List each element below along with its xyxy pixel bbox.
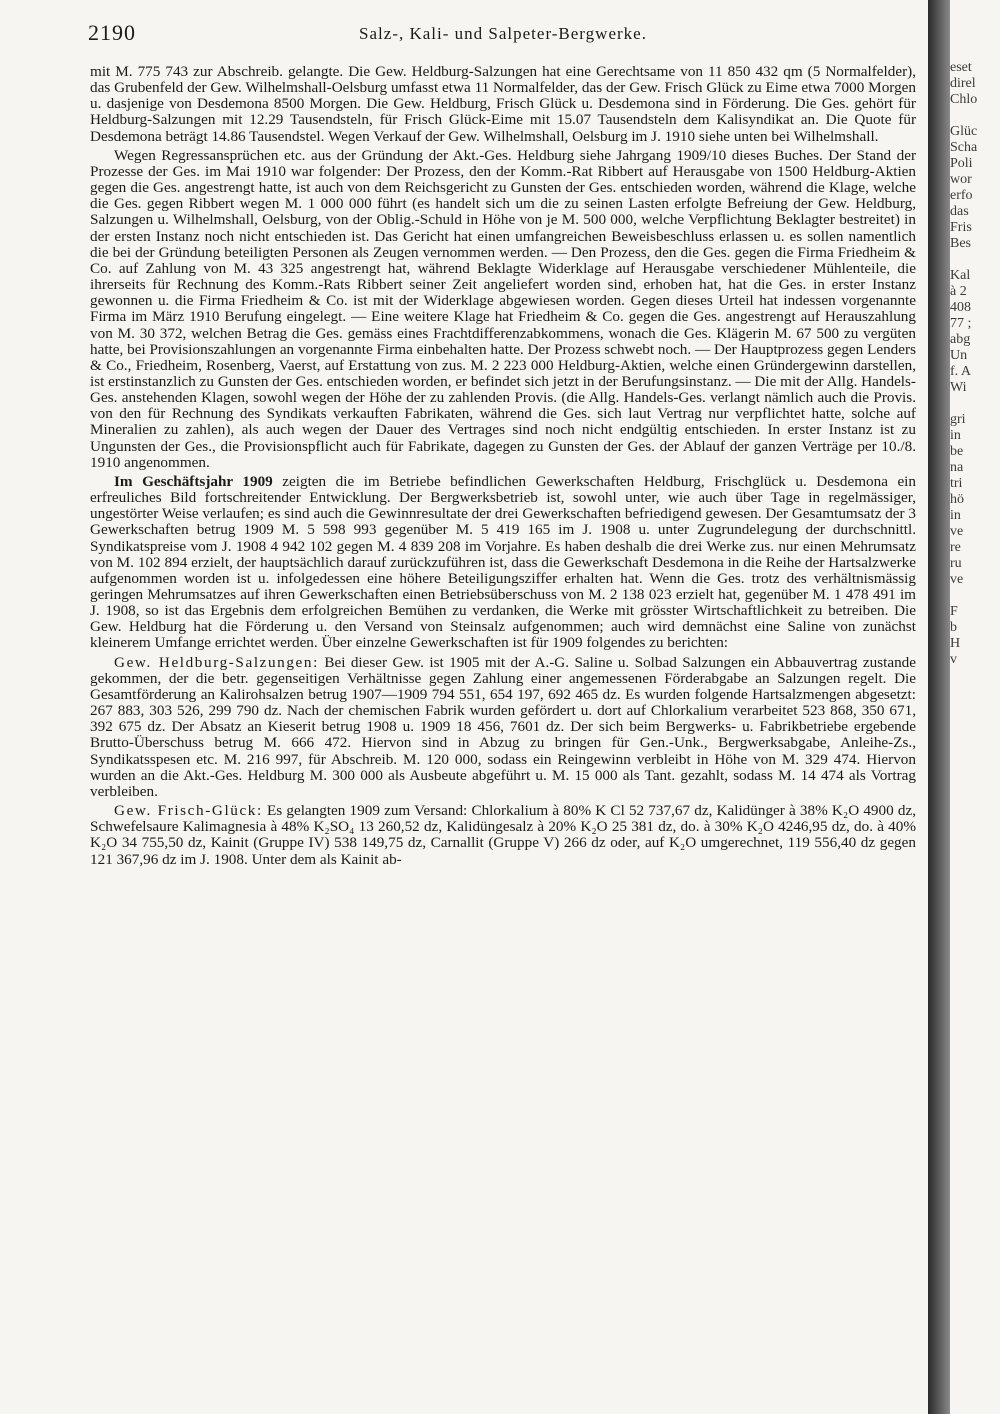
adjacent-fragment: tri: [950, 476, 963, 491]
page-number: 2190: [88, 20, 136, 45]
adjacent-fragment: erfo: [950, 188, 973, 203]
adjacent-fragment: [950, 108, 1000, 124]
adjacent-fragment: na: [950, 460, 964, 475]
adjacent-fragment: das: [950, 204, 969, 219]
adjacent-fragment: wor: [950, 172, 972, 187]
adjacent-fragment: abg: [950, 332, 971, 347]
running-title: Salz-, Kali- und Salpeter-Bergwerke.: [359, 24, 647, 43]
adjacent-fragment: v: [950, 652, 957, 667]
adjacent-fragment: ve: [950, 572, 964, 587]
adjacent-fragment: Chlo: [950, 92, 978, 107]
fiscal-year-lead: Im Geschäftsjahr 1909: [114, 472, 273, 490]
adjacent-fragment: be: [950, 444, 964, 459]
adjacent-fragment: 408: [950, 300, 971, 315]
paragraph-heldburg: [90, 655, 916, 800]
adjacent-fragment: Kal: [950, 268, 971, 283]
adjacent-fragment: re: [950, 540, 961, 555]
adjacent-fragment: à 2: [950, 284, 967, 299]
fiscal-year-text: zeigten die im Betriebe befindlichen Gewerkschaften Heldburg, Frischglück u. Desdemona ein erfreuliches Bild fortschreitender Entwicklung. Der Bergwerksbetrieb ist, sowohl unter, wie auch über Tage in regelmässiger, ungestörter Weise verlaufen; es sind auch die Gewinnresultate der drei Gewerkschaften befriedigend gewesen. Der Gesamtumsatz der 3 Gewerkschaften betrug 1909 M. 5 598 993 gegenüber M. 5 419 165 im J. 1908 u. unter Zugrundelegung der durchschnittl. Syndikatspreise vom J. 1908 4 942 102 gegen M. 4 839 208 im Vorjahre. Es haben deshalb die drei Werke zus. nur einen Mehrumsatz von M. 102 894 erzielt, der hauptsächlich darauf zurückzuführen ist, dass die Gewerkschaft Desdemona in die Reihe der Hartsalzwerke aufgenommen worden ist u. infolgedessen eine höhere Beteiligungsziffer erhalten hat. Wenn die Ges. trotz des verhältnismässig geringen Mehrumsatzes auf ihren Gewerkschaften einen Betriebsüberschuss von M. 2 138 023 erzielt hat, gegenüber M. 1 478 491 im J. 1908, so ist das Ergebnis dem erfolgreichen Bemühen zu verdanken, die Werke mit grösster Wirtschaftlichkeit zu betreiben. Die Gew. Heldburg hat die Förderung u. den Versand von Steinsalz aufgenommen; auch wird demnächst eine Saline von zunächst kleinerem Umfange errichtet werden. Über einzelne Gewerkschaften ist für 1909 folgendes zu berichten:: [90, 472, 916, 652]
paragraph-fiscal-year: [90, 474, 916, 652]
page-header: [88, 14, 918, 44]
frisch-glueck-lead: Gew. Frisch-Glück:: [114, 802, 263, 820]
adjacent-fragment: [950, 252, 1000, 268]
adjacent-fragment: ru: [950, 556, 962, 571]
adjacent-fragment: Bes: [950, 236, 971, 251]
paragraph-frisch-glueck: [90, 803, 916, 868]
adjacent-fragment: in: [950, 428, 961, 443]
adjacent-fragment: F: [950, 604, 958, 619]
paragraph-lawsuits: Wegen Regressansprüchen etc. aus der Gründung der Akt.-Ges. Heldburg siehe Jahrgang 1909/10 dieses Buches. Der Stand der Prozesse der Ges. im Mai 1910 war folgender: Der Prozess, den der Komm.-Rat Ribbert auf Herausgabe von 1500 Heldburg-Aktien gegen die Ges. angestrengt hatte, ist auch von dem Reichsgericht zu Gunsten der Ges. entschieden worden, während die Klage, welche die Ges. gegen Ribbert wegen M. 1 000 000 führt (es handelt sich um die zu seinen Lasten erfolgte Befreiung der Gew. Heldburg, Salzungen u. Wilhelmshall, Oelsburg, von der Oblig.-Schuld in Höhe von je M. 500 000, welche Verpflichtung Beklagter bestreitet) in der ersten Instanz noch nicht entschieden ist. Das Gericht hat einen umfangreichen Beweisbeschluss erlassen u. es sollen namentlich die bei der Gründung beteiligten Personen als Zeugen vernommen werden. — Den Prozess, den die Ges. gegen die Firma Friedheim & Co. auf Zahlung von M. 43 325 angestrengt hat, während Beklagte Widerklage auf Herausgabe verschiedener Mühlenteile, die ihrerseits für Rechnung des Komm.-Rats Ribbert seiner Zeit angeliefert worden sind, erhoben hat, hat die Ges. in erster Instanz gewonnen u. die Firma Friedheim & Co. ist mit der Widerklage abgewiesen worden. Gegen dieses Urteil hat indessen vorgenannte Firma im März 1910 Berufung eingelegt. — Eine weitere Klage hat Friedheim & Co. gegen die Ges. angestrengt auf Herauszahlung von M. 30 372, welchen Betrag die Ges. gemäss eines Frachtdifferenzabkommens, wonach die Ges. Klägerin M. 67 500 zu vergüten hatte, bei Provisionszahlungen an vorgenannte Firma einbehalten hatte. Der Prozess schwebt noch. — Der Hauptprozess gegen Lenders & Co., Friedheim, Rosenberg, Vaerst, auf Erstattung von zus. M. 2 223 000 Heldburg-Aktien, welche einen Gründergewinn darstellen, ist erstinstanzlich zu Gunsten der Ges. entschieden worden, er befindet sich jetzt in der Berufungsinstanz. — Die mit der Allg. Handels-Ges. anstehenden Klagen, sowohl wegen der Höhe der zu zahlenden Provis. (die Allg. Handels-Ges. verlangt nämlich auch die Provis. von den für Rechnung des Syndikats verkauften Fabrikaten, während die Ges. sich laut Vertrag nur verpflichtet hatte, solche auf Mineralien zu zahlen), als auch wegen der Dauer des Vertrages sind noch nicht endgültig entschieden. In erster Instanz ist zu Ungunsten der Ges., die Provisionspflicht auch für Fabrikate, dagegen zu Gunsten der Ges. der Ablauf der ganzen Verträge per 10./8. 1910 angenommen.: [90, 146, 916, 471]
paragraph-reserves: mit M. 775 743 zur Abschreib. gelangte. Die Gew. Heldburg-Salzungen hat eine Gerechtsame von 11 850 432 qm (5 Normalfelder), das Grubenfeld der Gew. Wilhelmshall-Oelsburg umfasst etwa 11 Normalfelder, das der Gew. Frisch Glück zu Eime etwa 7000 Morgen u. dasjenige von Desdemona 8500 Morgen. Die Gew. Heldburg, Frisch Glück u. Desdemona sind in Förderung. Die Ges. gehört für Heldburg-Salzungen mit 12.29 Tausendsteln, für Frisch Glück-Eime mit 15.07 Tausendsteln dem Kalisyndikat an. Die Quote für Desdemona beträgt 14.86 Tausendstel. Wegen Verkauf der Gew. Wilhelmshall, Oelsburg im J. 1910 siehe unten bei Wilhelmshall.: [90, 63, 916, 145]
book-gutter: [928, 0, 950, 1414]
adjacent-fragment: [950, 588, 1000, 604]
adjacent-fragment: 77 ;: [950, 316, 972, 331]
heldburg-lead: Gew. Heldburg-Salzungen:: [114, 653, 319, 671]
adjacent-fragment: f. A: [950, 364, 971, 379]
adjacent-fragment: Wi: [950, 380, 967, 395]
adjacent-fragment: in: [950, 508, 961, 523]
frisch-glueck-text: Es gelangten 1909 zum Versand: Chlorkalium à 80% K Cl 52 737,67 dz, Kalidünger à 38% K₂O 4900 dz, Schwefelsaure Kalimagnesia à 48% K₂SO₄ 13 260,52 dz, Kalidüngesalz à 20% K₂O 25 381 dz, do. à 30% K₂O 4246,95 dz, do. à 40% K₂O 34 755,50 dz, Kainit (Gruppe IV) 538 149,75 dz, Carnallit (Gruppe V) 266 dz oder, auf K₂O umgerechnet, 119 556,40 dz gegen 121 367,96 dz im J. 1908. Unter dem als Kainit ab-: [90, 802, 917, 868]
adjacent-fragment: direl: [950, 76, 976, 91]
adjacent-fragment: Poli: [950, 156, 973, 171]
adjacent-fragment: Glüc: [950, 124, 978, 139]
adjacent-page-strip: [950, 60, 1000, 1410]
adjacent-fragment: Un: [950, 348, 968, 363]
adjacent-fragment: [950, 396, 1000, 412]
adjacent-fragment: eset: [950, 60, 972, 75]
adjacent-fragment: H: [950, 636, 961, 651]
adjacent-fragment: gri: [950, 412, 966, 427]
adjacent-fragment: Fris: [950, 220, 972, 235]
adjacent-fragment: ve: [950, 524, 964, 539]
adjacent-fragment: b: [950, 620, 957, 635]
adjacent-fragment: hö: [950, 492, 964, 507]
main-text-column: [90, 64, 916, 868]
adjacent-fragment: Scha: [950, 140, 978, 155]
heldburg-text: Bei dieser Gew. ist 1905 mit der A.-G. Saline u. Solbad Salzungen ein Abbauvertrag zustande gekommen, der die betr. gegenseitigen Verhältnisse gegen Zahlung einer angemessenen Förderabgabe an Salzungen regelt. Die Gesamtförderung an Kalirohsalzen betrug 1907—1909 794 551, 654 197, 692 465 dz. Es wurden folgende Hartsalzmengen abgesetzt: 267 883, 303 526, 299 790 dz. Nach der chemischen Fabrik wurden gefördert u. dort auf Chlorkalium verarbeitet 523 868, 350 671, 392 675 dz. Der Absatz an Kieserit betrug 1908 u. 1909 18 456, 7601 dz. Der sich beim Bergwerks- u. Fabrikbetriebe ergebende Brutto-Überschuss betrug M. 666 472. Hiervon sind in Abzug zu bringen für Gen.-Unk., Bergwerksabgabe, Anleihe-Zs., Syndikatsspesen etc. M. 216 997, für Abschreib. M. 120 000, sodass ein Reingewinn verbleibt in Höhe von M. 329 474. Hiervon wurden an die Akt.-Ges. Heldburg M. 300 000 als Ausbeute abgeführt u. M. 15 000 als Tant. gezahlt, sodass M. 14 474 als Vortrag verbleiben.: [90, 653, 917, 800]
